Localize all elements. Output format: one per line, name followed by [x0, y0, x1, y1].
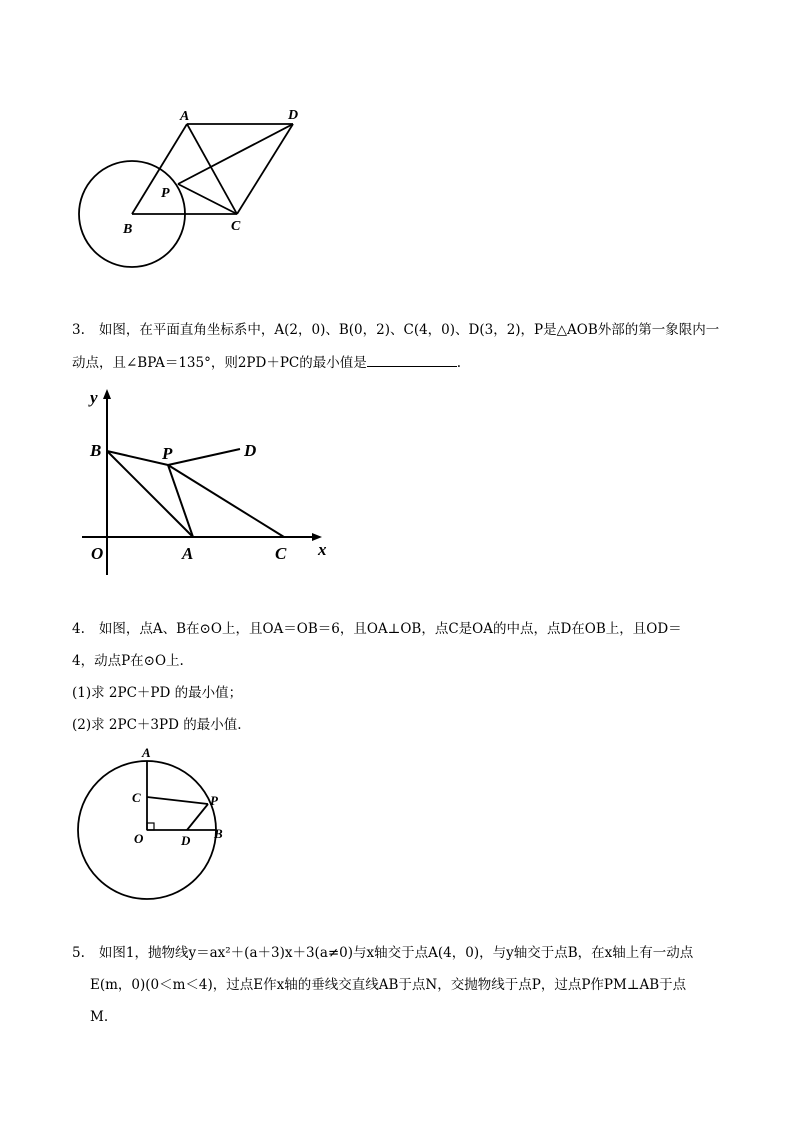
- label-p: P: [162, 444, 173, 463]
- label-p: P: [161, 186, 170, 201]
- segment-bp: [107, 451, 168, 465]
- segment-pc: [168, 465, 284, 537]
- problem-4-text-4: (2)求 2PC＋3PD 的最小值.: [72, 717, 242, 733]
- segment-pd: [178, 124, 293, 184]
- problem-4-number: 4.: [72, 621, 85, 637]
- label-y: y: [90, 388, 98, 407]
- problem-5-line-2: [90, 969, 722, 1002]
- problem-5-text-2: E(m，0)(0＜m＜4)，过点E作x轴的垂线交直线AB于点N，交抛物线于点P，过点P作PM⊥AB于点: [90, 977, 687, 993]
- problem-3-line-1: [72, 314, 722, 347]
- segment-ab: [132, 124, 187, 214]
- segment-ba: [107, 451, 193, 537]
- problem-3-text-2: 动点，且∠BPA＝135°，则2PD＋PC的最小值是: [72, 355, 367, 371]
- problem-4-text-3: (1)求 2PC＋PD 的最小值；: [72, 685, 243, 701]
- answer-blank[interactable]: [367, 352, 457, 367]
- problem-5-number: 5.: [72, 945, 85, 961]
- label-d: D: [244, 441, 257, 460]
- segment-pa: [168, 465, 193, 537]
- figure-circle-o: [70, 742, 240, 902]
- problem-4-line-1: [72, 613, 722, 646]
- problem-3-text-1: 如图，在平面直角坐标系中，A(2，0)、B(0，2)、C(4，0)、D(3，2)，P是△AOB外部的第一象限内一: [98, 322, 720, 338]
- label-c: C: [275, 544, 287, 563]
- right-angle-mark: [147, 823, 154, 830]
- problem-4-line-3: [72, 677, 722, 710]
- problem-3-line-2: [72, 347, 722, 380]
- label-o: O: [91, 544, 104, 563]
- segment-cd: [237, 124, 293, 214]
- label-x: x: [318, 540, 327, 559]
- problem-4-line-2: [72, 645, 722, 678]
- label-c: C: [231, 219, 241, 234]
- y-axis-arrow: [103, 389, 111, 399]
- segment-dp: [187, 804, 208, 830]
- label-b: B: [123, 222, 133, 237]
- label-a: A: [180, 109, 190, 124]
- label-a: A: [142, 745, 151, 760]
- problem-3-number: 3.: [72, 322, 85, 338]
- problem-5-line-1: [72, 937, 722, 970]
- problem-3-period: .: [456, 355, 462, 371]
- label-d: D: [288, 108, 299, 123]
- label-c: C: [132, 790, 141, 805]
- problem-4-line-4: [72, 709, 722, 742]
- problem-4-text-2: 4，动点P在⊙O上.: [72, 653, 184, 669]
- figure-coordinate-plane: [80, 385, 340, 580]
- figure-rhombus-circle: [70, 100, 320, 275]
- label-o: O: [134, 831, 144, 846]
- segment-cp: [147, 797, 208, 804]
- problem-4-text-1: 如图，点A、B在⊙O上，且OA＝OB＝6，且OA⊥OB，点C是OA的中点，点D在OB上，且OD＝: [98, 621, 682, 637]
- segment-pd: [168, 449, 240, 465]
- label-b: B: [90, 441, 102, 460]
- label-a: A: [182, 544, 194, 563]
- problem-5-text-3: M.: [90, 1009, 109, 1025]
- label-b: B: [214, 826, 223, 841]
- problem-5-text-1: 如图1，抛物线y＝ax²＋(a＋3)x＋3(a≠0)与x轴交于点A(4，0)，与y轴交于点B，在x轴上有一动点: [98, 945, 694, 961]
- label-d: D: [181, 833, 191, 848]
- label-p: P: [210, 793, 218, 808]
- problem-5-line-3: [90, 1001, 722, 1034]
